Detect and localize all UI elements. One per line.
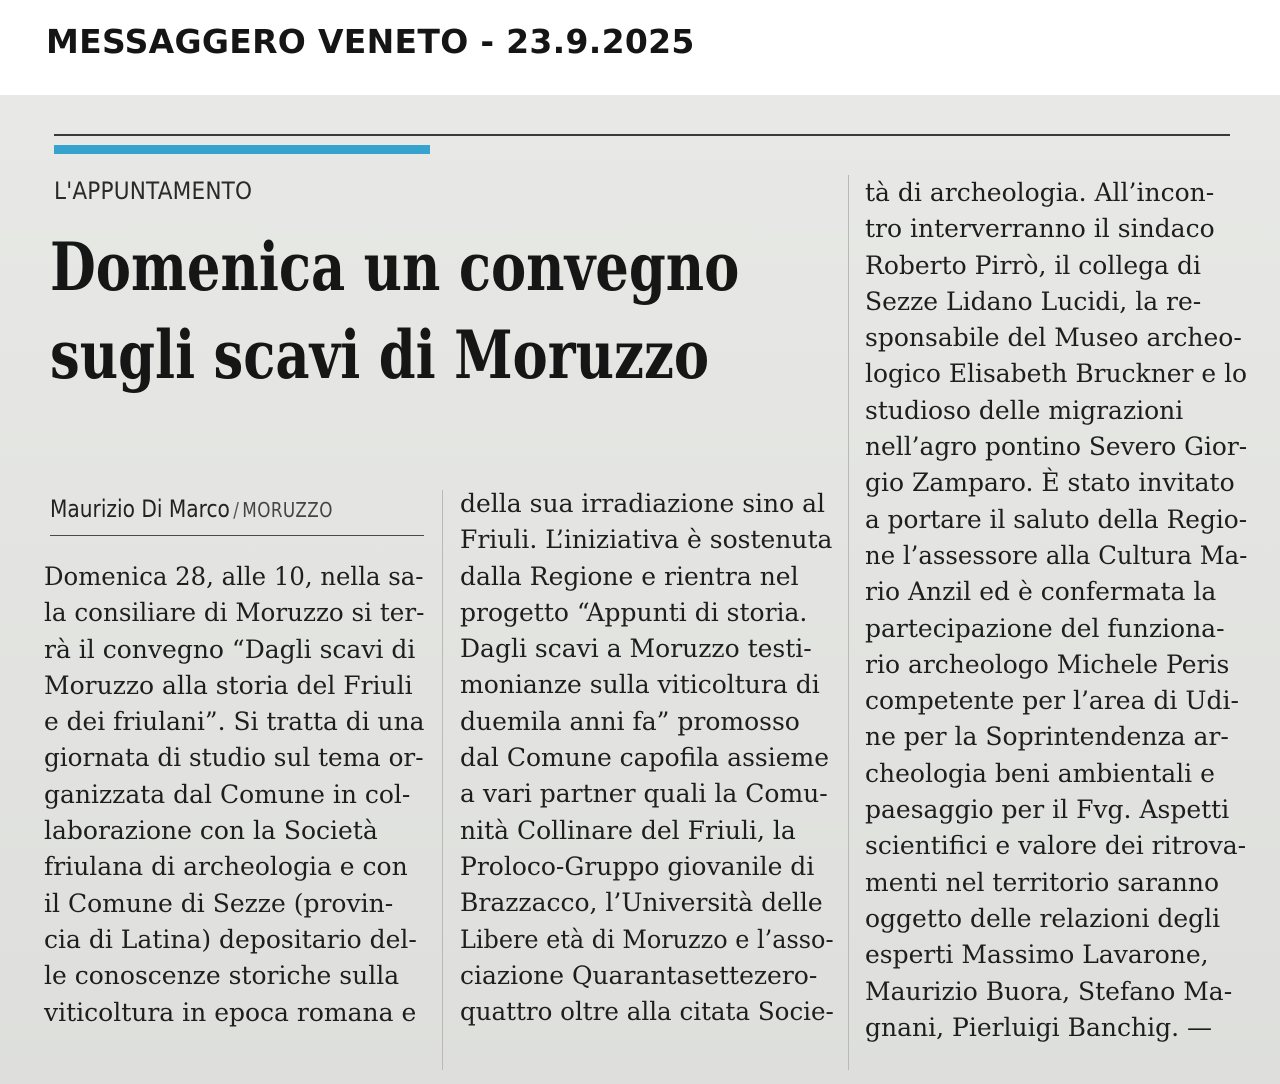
body-text-line: il Comune di Sezze (provin- [44,888,394,918]
body-text-line: dal Comune capofila assieme [460,743,830,773]
body-text-line: ne per la Soprintendenza ar- [865,722,1229,752]
article-byline [50,495,333,523]
body-text-line: rio archeologo Michele Peris [865,649,1230,679]
body-text-line: Moruzzo alla storia del Friuli [44,670,413,700]
body-text-line: friulana di archeologia e con [44,852,408,882]
article-column-3 [865,175,1247,1046]
body-text-line: la consiliare di Moruzzo si ter- [44,598,425,628]
body-text-line: cheologia beni ambientali e [865,758,1215,788]
column-divider [442,490,443,1070]
body-text-line: Brazzacco, l’Università delle [460,888,823,918]
body-text-line: giornata di studio sul tema or- [44,743,424,773]
headline-line: sugli scavi di Moruzzo [50,316,710,394]
body-text-line: tà di archeologia. All’incon- [865,178,1215,207]
body-text-line: gio Zamparo. È stato invitato [865,468,1235,498]
body-text-line: rà il convegno “Dagli scavi di [44,634,416,664]
body-text-line: nità Collinare del Friuli, la [460,815,796,845]
body-text-line: cia di Latina) depositario del- [44,924,417,954]
column-divider [848,175,849,1070]
newspaper-clipping [0,95,1280,1084]
body-text-line: ciazione Quarantasettezero- [460,960,818,990]
body-text-line: Proloco-Gruppo giovanile di [460,851,815,881]
body-text-line: oggetto delle relazioni degli [865,903,1221,933]
body-text-line: gnani, Pierluigi Banchig. — [865,1012,1212,1042]
body-text-line: Roberto Pirrò, il collega di [865,250,1201,280]
body-text-line: competente per l’area di Udi- [865,686,1239,716]
byline-separator: / [233,498,239,522]
body-text-line: nell’agro pontino Severo Gior- [865,432,1248,462]
article-column-2 [460,486,834,1030]
body-text-line: esperti Massimo Lavarone, [865,940,1209,970]
body-text-line: rio Anzil ed è confermata la [865,577,1217,607]
headline-line: Domenica un convegno [50,228,740,306]
byline-location: MORUZZO [242,498,333,522]
body-text-line: Maurizio Buora, Stefano Ma- [865,976,1233,1006]
body-text-line: Libere età di Moruzzo e l’asso- [460,924,834,954]
body-text-line: quattro oltre alla citata Socie- [460,997,834,1027]
body-text-line: ne l’assessore alla Cultura Ma- [865,540,1248,570]
body-text-line: monianze sulla viticoltura di [460,670,820,700]
body-text-line: Dagli scavi a Moruzzo testi- [460,634,812,664]
body-text-line: dalla Regione e rientra nel [460,561,799,591]
body-text-line: a vari partner quali la Comu- [460,779,828,809]
body-text-line: viticoltura in epoca romana e [44,997,417,1027]
byline-rule [50,535,424,536]
article-kicker: L'APPUNTAMENTO [54,177,253,205]
body-text-line: logico Elisabeth Bruckner e lo [865,359,1248,389]
body-text-line: e dei friulani”. Si tratta di una [44,707,425,737]
body-text-line: duemila anni fa” promosso [460,706,800,736]
top-rule [54,134,1230,136]
article-column-1 [44,559,424,1031]
body-text-line: scientifici e valore dei ritrova- [865,831,1247,861]
body-text-line: paesaggio per il Fvg. Aspetti [865,795,1230,825]
body-text-line: le conoscenze storiche sulla [44,961,400,991]
section-accent-bar [54,145,430,154]
body-text-line: a portare il saluto della Regio- [865,504,1248,534]
body-text-line: partecipazione del funziona- [865,613,1225,643]
source-header: MESSAGGERO VENETO - 23.9.2025 [46,22,695,61]
body-text-line: progetto “Appunti di storia. [460,597,808,627]
byline-author: Maurizio Di Marco [50,495,230,523]
body-text-line: sponsabile del Museo archeo- [865,323,1242,353]
body-text-line: della sua irradiazione sino al [460,489,826,518]
body-text-line: Sezze Lidano Lucidi, la re- [865,286,1202,316]
body-text-line: tro interverranno il sindaco [865,214,1215,244]
body-text-line: studioso delle migrazioni [865,395,1184,425]
body-text-line: Friuli. L’iniziativa è sostenuta [460,525,833,555]
body-text-line: laborazione con la Società [44,816,378,846]
article-headline [50,223,770,399]
body-text-line: ganizzata dal Comune in col- [44,779,411,809]
body-text-line: Domenica 28, alle 10, nella sa- [44,562,424,591]
body-text-line: menti nel territorio saranno [865,867,1220,897]
